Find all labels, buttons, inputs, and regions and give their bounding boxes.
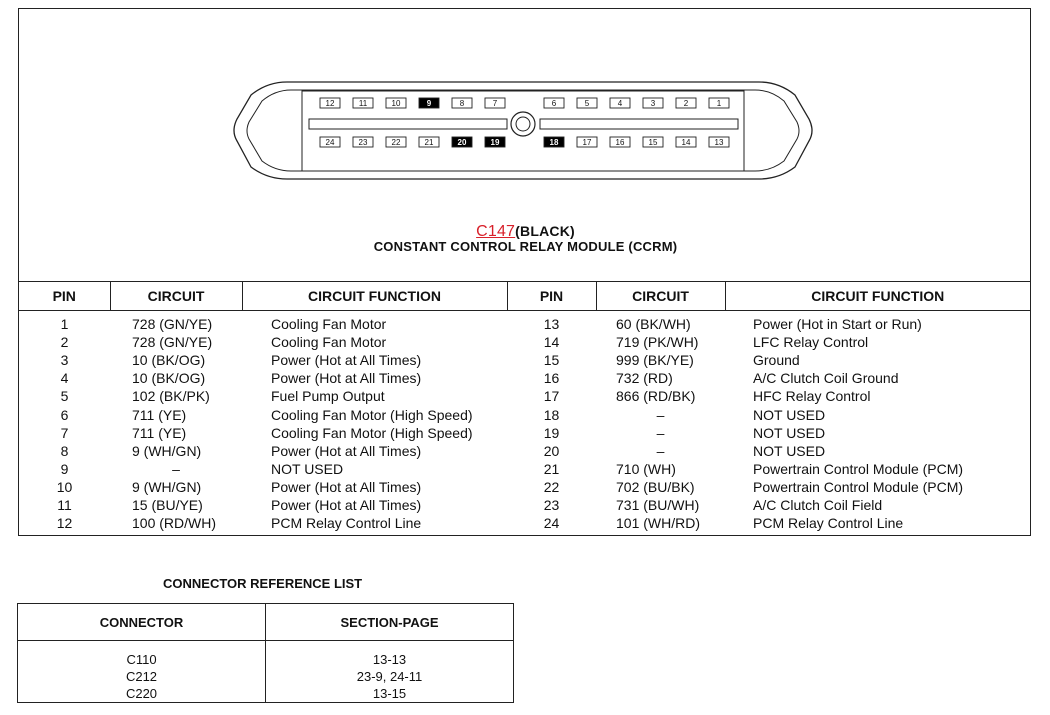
circuit-cell: 9 (WH/GN) bbox=[132, 478, 202, 495]
pin-cell: 23 bbox=[543, 496, 560, 513]
circuit-cell: 719 (PK/WH) bbox=[616, 334, 699, 351]
table-row bbox=[19, 514, 1030, 532]
pin-cell: 22 bbox=[543, 478, 560, 495]
pinout-table bbox=[19, 281, 1030, 532]
cavity-number: 9 bbox=[426, 99, 432, 109]
cavity-number: 18 bbox=[549, 138, 559, 148]
connector-face-drawing bbox=[19, 9, 1032, 219]
pin-cell: 2 bbox=[60, 334, 69, 351]
pin-cell: 17 bbox=[543, 388, 560, 405]
table-row bbox=[19, 311, 1030, 334]
circuit-cell: 702 (BU/BK) bbox=[616, 478, 695, 495]
connector-cell: C220 bbox=[18, 685, 266, 703]
function-cell: Ground bbox=[753, 352, 800, 369]
table-row bbox=[19, 333, 1030, 351]
header-circuit-function-right: CIRCUIT FUNCTION bbox=[725, 282, 1030, 311]
section-page-cell: 13-13 bbox=[372, 652, 407, 667]
cavity-number: 8 bbox=[459, 99, 465, 109]
header-connector: CONNECTOR bbox=[18, 604, 266, 641]
cavity-number: 6 bbox=[551, 99, 557, 109]
circuit-cell: – bbox=[656, 442, 665, 459]
circuit-cell: 60 (BK/WH) bbox=[616, 316, 691, 333]
cavity-number: 10 bbox=[391, 99, 401, 109]
header-circuit-right: CIRCUIT bbox=[596, 282, 725, 311]
cavity-number: 2 bbox=[683, 99, 689, 109]
pinout-frame bbox=[18, 8, 1031, 536]
cavity-number: 22 bbox=[391, 138, 401, 148]
header-circuit-function: CIRCUIT FUNCTION bbox=[242, 282, 507, 311]
cavity-number: 17 bbox=[582, 138, 592, 148]
reference-list-table bbox=[17, 603, 514, 703]
cavity-number: 19 bbox=[490, 138, 500, 148]
circuit-cell: 711 (YE) bbox=[132, 406, 187, 423]
pin-cell: 1 bbox=[60, 316, 69, 333]
table-row bbox=[18, 641, 514, 669]
pin-cell: 10 bbox=[56, 478, 73, 495]
function-cell: Fuel Pump Output bbox=[271, 388, 385, 405]
function-cell: Cooling Fan Motor bbox=[271, 316, 387, 333]
table-row bbox=[19, 442, 1030, 460]
circuit-cell: 728 (GN/YE) bbox=[132, 334, 213, 351]
function-cell: Cooling Fan Motor (High Speed) bbox=[271, 406, 473, 423]
cavity-number: 14 bbox=[681, 138, 691, 148]
function-cell: Powertrain Control Module (PCM) bbox=[753, 460, 964, 477]
circuit-cell: 9 (WH/GN) bbox=[132, 442, 202, 459]
table-row bbox=[19, 424, 1030, 442]
pin-cell: 11 bbox=[57, 496, 72, 513]
circuit-cell: 731 (BU/WH) bbox=[616, 496, 700, 513]
pin-cell: 3 bbox=[60, 352, 69, 369]
header-pin: PIN bbox=[19, 282, 110, 311]
cavity-number: 7 bbox=[492, 99, 498, 109]
pin-cell: 5 bbox=[60, 388, 69, 405]
cavity-number: 4 bbox=[617, 99, 623, 109]
function-cell: NOT USED bbox=[271, 460, 344, 477]
function-cell: NOT USED bbox=[753, 406, 826, 423]
function-cell: Power (Hot at All Times) bbox=[271, 370, 422, 387]
circuit-cell: 732 (RD) bbox=[616, 370, 673, 387]
circuit-cell: 10 (BK/OG) bbox=[132, 370, 206, 387]
connector-color: (BLACK) bbox=[515, 223, 575, 239]
cavity-number: 1 bbox=[716, 99, 722, 109]
cavity-number: 3 bbox=[650, 99, 656, 109]
table-row bbox=[19, 369, 1030, 387]
pin-cell: 19 bbox=[543, 424, 560, 441]
table-row bbox=[19, 478, 1030, 496]
circuit-cell: 999 (BK/YE) bbox=[616, 352, 694, 369]
pin-cell: 7 bbox=[60, 424, 69, 441]
connector-diagram bbox=[19, 9, 1032, 281]
function-cell: LFC Relay Control bbox=[753, 334, 869, 351]
center-bolt-inner bbox=[516, 117, 530, 131]
cavity-number: 16 bbox=[615, 138, 625, 148]
connector-cell: C212 bbox=[18, 668, 266, 685]
cavity-number: 5 bbox=[584, 99, 590, 109]
function-cell: Cooling Fan Motor bbox=[271, 334, 387, 351]
function-cell: Power (Hot at All Times) bbox=[271, 496, 422, 513]
pin-cell: 16 bbox=[543, 370, 560, 387]
function-cell: PCM Relay Control Line bbox=[271, 515, 422, 532]
circuit-cell: 100 (RD/WH) bbox=[132, 515, 217, 532]
cavity-number: 23 bbox=[358, 138, 368, 148]
circuit-cell: 102 (BK/PK) bbox=[132, 388, 210, 405]
connector-name: CONSTANT CONTROL RELAY MODULE (CCRM) bbox=[373, 239, 678, 254]
circuit-cell: 866 (RD/BK) bbox=[616, 388, 696, 405]
function-cell: Power (Hot in Start or Run) bbox=[753, 316, 922, 333]
pin-cell: 20 bbox=[543, 442, 560, 459]
connector-cell: C110 bbox=[18, 641, 266, 669]
latch-slot-right bbox=[540, 119, 738, 129]
function-cell: A/C Clutch Coil Ground bbox=[753, 370, 899, 387]
function-cell: HFC Relay Control bbox=[753, 388, 871, 405]
table-row bbox=[19, 405, 1030, 423]
function-cell: NOT USED bbox=[753, 442, 826, 459]
cavity-number: 13 bbox=[714, 138, 724, 148]
circuit-cell: – bbox=[656, 406, 665, 423]
table-row bbox=[18, 685, 514, 703]
section-page-cell: 23-9, 24-11 bbox=[356, 669, 423, 684]
table-row bbox=[19, 460, 1030, 478]
header-circuit: CIRCUIT bbox=[110, 282, 242, 311]
section-page-cell: 13-15 bbox=[372, 686, 407, 701]
function-cell: Power (Hot at All Times) bbox=[271, 478, 422, 495]
pin-cell: 13 bbox=[543, 316, 560, 333]
cavity-number: 15 bbox=[648, 138, 658, 148]
function-cell: NOT USED bbox=[753, 424, 826, 441]
circuit-cell: 711 (YE) bbox=[132, 424, 187, 441]
header-pin-right: PIN bbox=[507, 282, 596, 311]
pin-cell: 6 bbox=[60, 406, 69, 423]
cavity-number: 11 bbox=[358, 99, 368, 109]
function-cell: Cooling Fan Motor (High Speed) bbox=[271, 424, 473, 441]
pin-cell: 14 bbox=[543, 334, 560, 351]
function-cell: Power (Hot at All Times) bbox=[271, 442, 422, 459]
table-row bbox=[19, 387, 1030, 405]
connector-id: C147 bbox=[476, 223, 516, 240]
circuit-cell: 101 (WH/RD) bbox=[616, 515, 701, 532]
pin-cell: 15 bbox=[543, 352, 560, 369]
pin-cell: 24 bbox=[543, 515, 560, 532]
table-row bbox=[18, 668, 514, 685]
cavity-number: 12 bbox=[325, 99, 335, 109]
latch-slot-left bbox=[309, 119, 507, 129]
circuit-cell: 15 (BU/YE) bbox=[132, 496, 203, 513]
pin-cell: 9 bbox=[60, 460, 69, 477]
circuit-cell: 710 (WH) bbox=[616, 460, 676, 477]
circuit-cell: 10 (BK/OG) bbox=[132, 352, 206, 369]
circuit-cell: 728 (GN/YE) bbox=[132, 316, 213, 333]
cavity-number: 24 bbox=[325, 138, 335, 148]
function-cell: Power (Hot at All Times) bbox=[271, 352, 422, 369]
circuit-cell: – bbox=[172, 460, 180, 477]
pin-cell: 4 bbox=[60, 370, 69, 387]
pin-cell: 12 bbox=[56, 515, 73, 532]
pin-cell: 18 bbox=[543, 406, 560, 423]
pinout-header-row bbox=[19, 282, 1030, 311]
cavity-number: 20 bbox=[457, 138, 467, 148]
circuit-cell: – bbox=[656, 424, 665, 441]
table-row bbox=[19, 496, 1030, 514]
pin-cell: 21 bbox=[543, 460, 560, 477]
function-cell: A/C Clutch Coil Field bbox=[753, 496, 883, 513]
pin-cell: 8 bbox=[60, 442, 69, 459]
function-cell: PCM Relay Control Line bbox=[753, 515, 904, 532]
function-cell: Powertrain Control Module (PCM) bbox=[753, 478, 964, 495]
center-bolt-outer bbox=[511, 112, 535, 136]
cavity-number: 21 bbox=[424, 138, 434, 148]
header-section-page: SECTION-PAGE bbox=[266, 604, 514, 641]
reference-list-title: CONNECTOR REFERENCE LIST bbox=[163, 576, 363, 591]
table-row bbox=[19, 351, 1030, 369]
reference-header-row bbox=[18, 604, 514, 641]
